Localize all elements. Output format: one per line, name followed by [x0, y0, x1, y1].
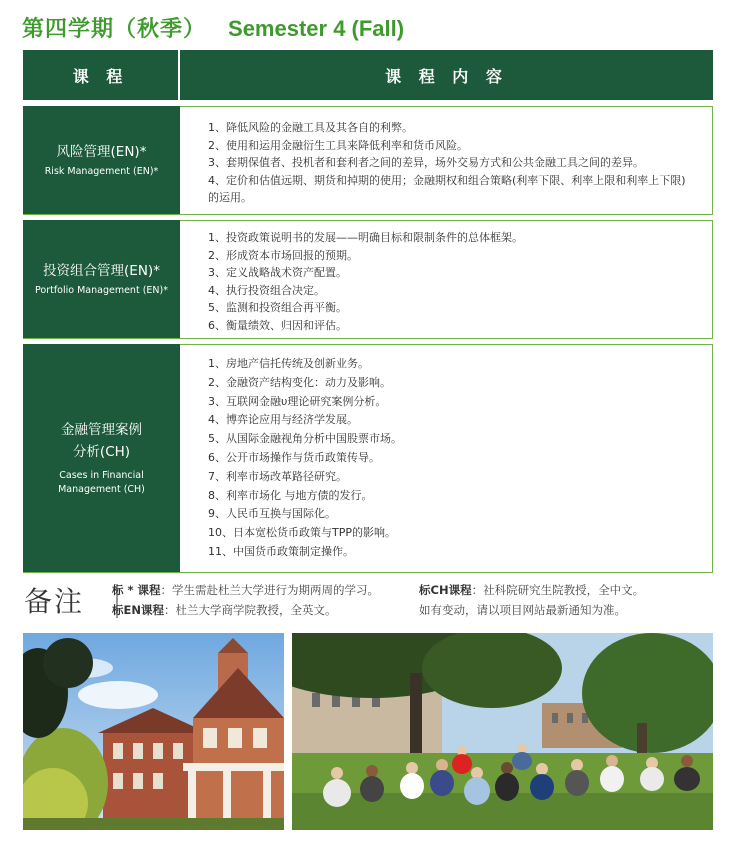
note-en — [112, 602, 336, 618]
note-en-label: 标EN课程 — [112, 603, 164, 617]
course-name-cell — [23, 106, 180, 214]
course-name-cn: 风险管理(EN)* — [56, 144, 147, 160]
table-row — [23, 220, 713, 339]
list-item: 3、定义战略战术资产配置。 — [208, 266, 347, 279]
note-en-text: ：杜兰大学商学院教授，全英文。 — [163, 603, 337, 617]
list-item: 1、投资政策说明书的发展——明确目标和限制条件的总体框架。 — [208, 231, 523, 244]
course-name-cn: 分析(CH) — [72, 444, 131, 460]
header-content: 课 程 内 容 — [180, 50, 713, 100]
title-en: Semester 4 (Fall) — [228, 16, 405, 41]
course-content-cell — [180, 220, 713, 338]
list-item: 9、人民币互换与国际化。 — [208, 507, 336, 521]
students-lawn-photo — [292, 633, 713, 830]
list-item: 7、利率市场改革路径研究。 — [208, 469, 347, 483]
list-item: 3、套期保值者、投机者和套利者之间的差异，场外交易方式和公共金融工具之间的差异。 — [208, 156, 644, 169]
list-item: 11、中国货币政策制定操作。 — [208, 544, 354, 558]
note-change: 如有变动，请以项目网站最新通知为准。 — [419, 603, 626, 617]
page-title — [22, 12, 404, 43]
note-star — [112, 582, 379, 598]
course-name-en: Cases in Financial — [59, 470, 144, 481]
campus-building-photo — [23, 633, 284, 830]
list-item: 6、衡量绩效、归因和评估。 — [208, 318, 347, 332]
course-name-cell — [23, 220, 180, 338]
note-ch-text: ：社科院研究生院教授，全中文。 — [471, 583, 645, 597]
course-name-cn: 金融管理案例 — [61, 422, 142, 438]
note-ch — [419, 582, 644, 598]
title-cn: 第四学期（秋季） — [22, 16, 207, 41]
course-name-cn: 投资组合管理(EN)* — [43, 263, 160, 279]
course-name-en: Portfolio Management (EN)* — [35, 285, 168, 296]
notes-heading: 备注 — [24, 585, 85, 618]
list-item: 2、形成资本市场回报的预期。 — [208, 248, 358, 262]
list-item: 6、公开市场操作与货币政策传导。 — [208, 450, 380, 464]
note-star-label: 标 * 课程 — [112, 583, 161, 597]
list-item: 8、利率市场化 与地方债的发行。 — [208, 488, 373, 502]
note-star-text: ：学生需赴杜兰大学进行为期两周的学习。 — [160, 583, 380, 597]
course-name-en: Management (CH) — [58, 484, 145, 495]
course-content-cell — [180, 344, 713, 572]
list-item: 1、房地产信托传统及创新业务。 — [208, 357, 369, 370]
header-course: 课 程 — [23, 50, 178, 100]
list-item: 1、降低风险的金融工具及其各自的利弊。 — [208, 121, 413, 134]
course-table — [23, 50, 713, 573]
list-item: 2、使用和运用金融衍生工具来降低利率和货币风险。 — [208, 138, 468, 152]
course-name-en: Risk Management (EN)* — [44, 166, 159, 177]
list-item: 3、互联网金融υ理论研究案例分析。 — [208, 394, 387, 408]
list-item: 4、执行投资组合决定。 — [208, 283, 325, 297]
list-item: 4、定价和估值远期、期货和掉期的使用；金融期权和组合策略(利率下限、利率上限和利率上下限)的运用。 — [208, 173, 686, 204]
note-ch-label: 标CH课程 — [419, 583, 472, 597]
list-item: 10、日本宽松货币政策与TPP的影响。 — [208, 526, 396, 540]
list-item: 2、金融资产结构变化：动力及影响。 — [208, 375, 391, 389]
notes-section — [24, 578, 714, 622]
table-row — [23, 344, 713, 573]
course-content-cell — [180, 106, 713, 214]
list-item: 4、博弈论应用与经济学发展。 — [208, 413, 358, 427]
table-row — [23, 106, 713, 215]
table-header — [23, 50, 713, 100]
list-item: 5、监测和投资组合再平衡。 — [208, 301, 347, 314]
list-item: 5、从国际金融视角分析中国股票市场。 — [208, 432, 402, 446]
course-name-cell — [23, 344, 180, 572]
